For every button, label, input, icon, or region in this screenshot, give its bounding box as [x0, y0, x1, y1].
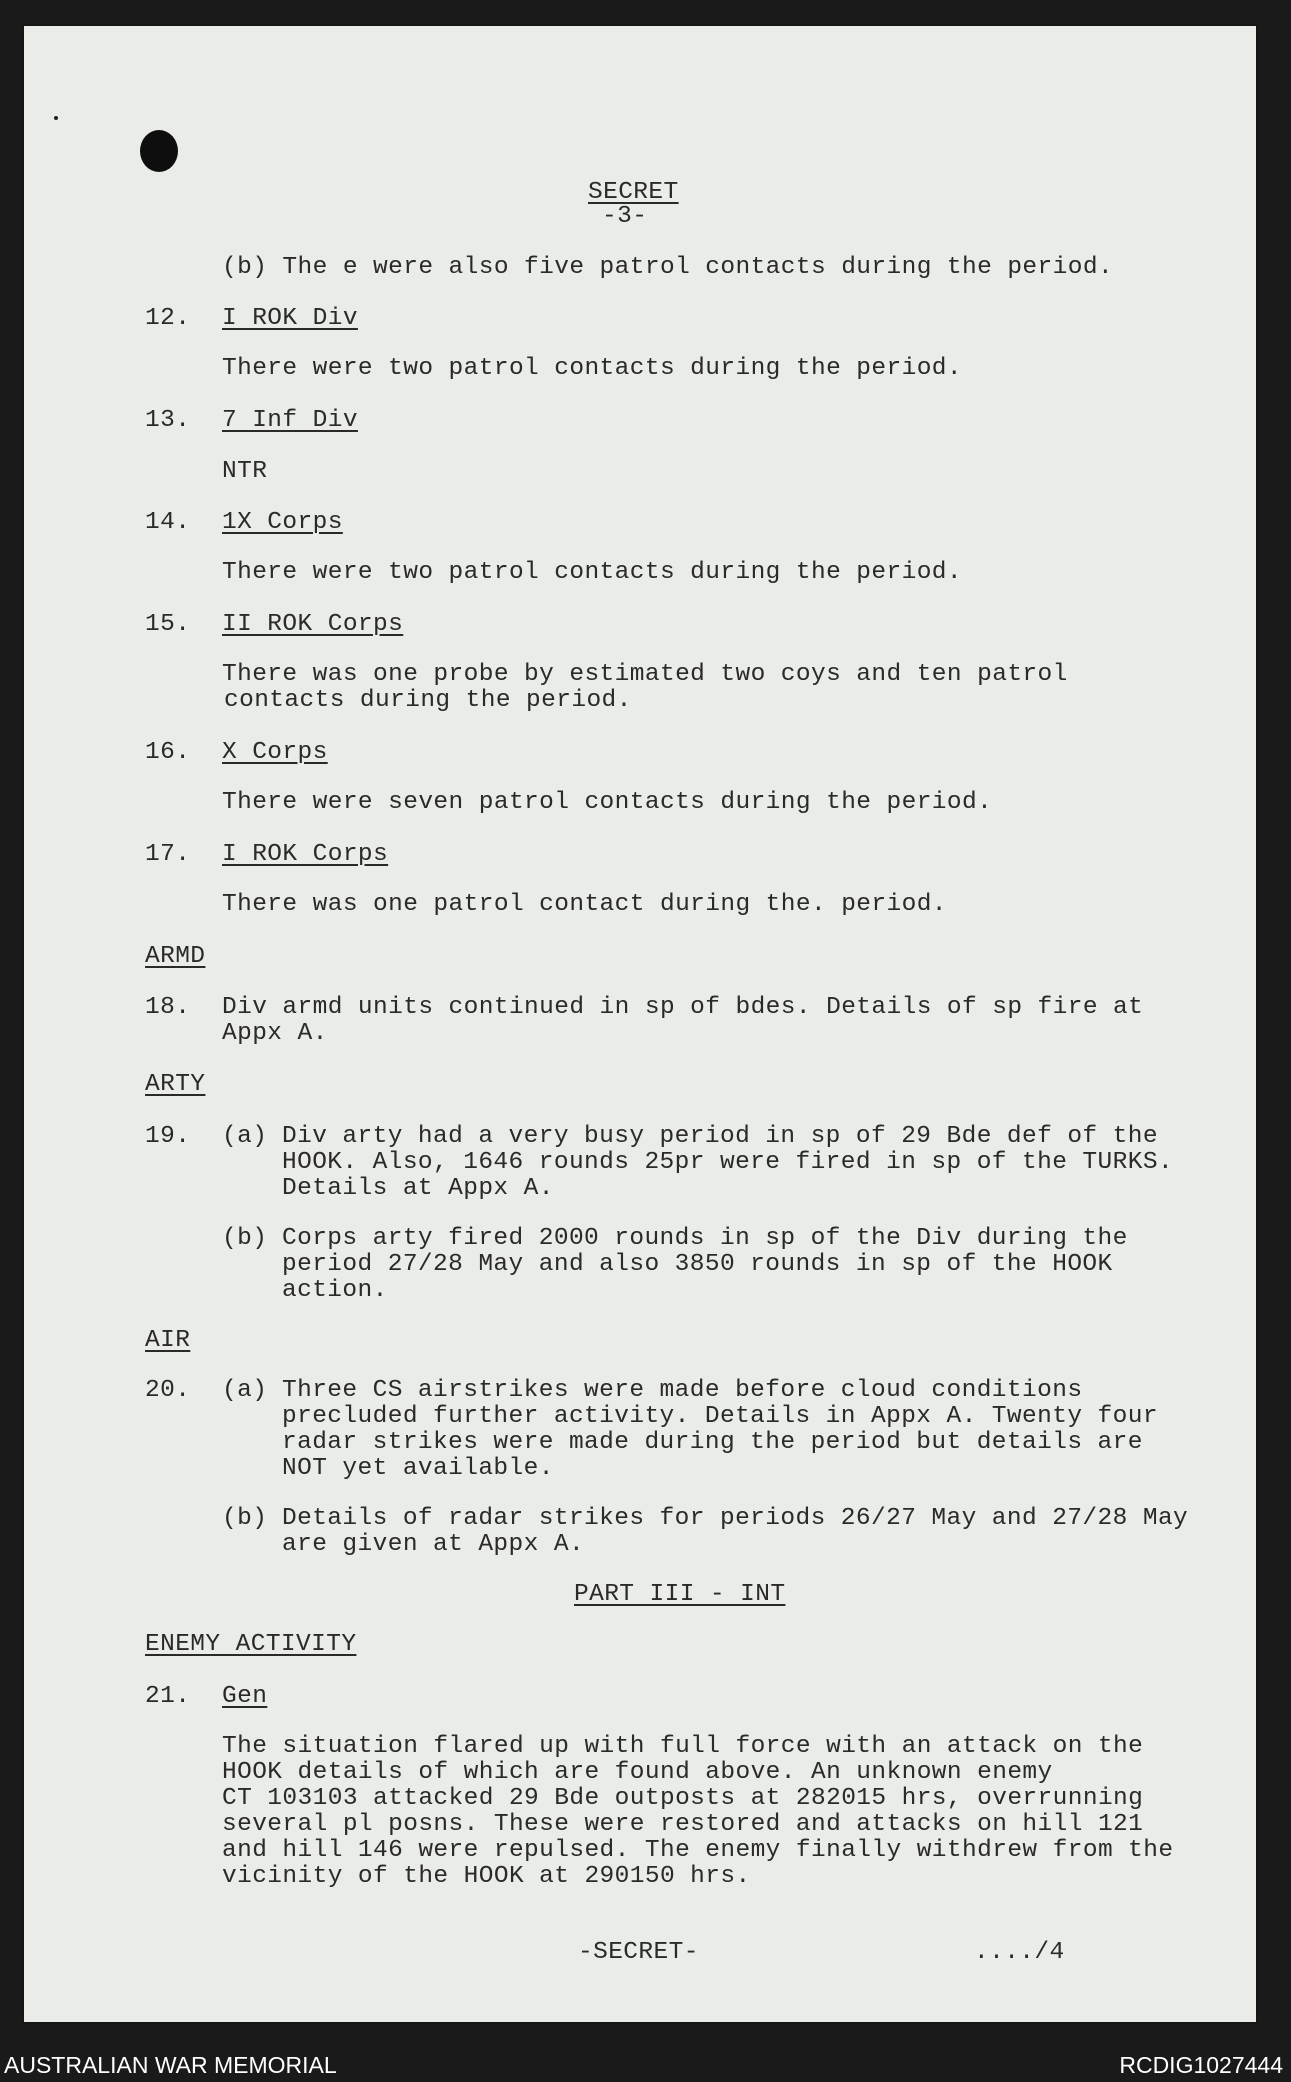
para-16-title: X Corps [222, 739, 328, 766]
archive-credit: AUSTRALIAN WAR MEMORIAL [4, 2052, 337, 2078]
page-number: -3- [602, 203, 648, 230]
para-19a-line-2: HOOK. Also, 1646 rounds 25pr were fired in sp of the TURKS. [282, 1149, 1174, 1176]
para-14-text: There were two patrol contacts during the period. [222, 559, 963, 586]
para-19b-line-2: period 27/28 May and also 3850 rounds in sp of the HOOK [282, 1251, 1113, 1278]
para-17-title: I ROK Corps [222, 841, 389, 868]
para-21-number: 21. [145, 1683, 191, 1710]
archive-id: RCDIG1027444 [1119, 2052, 1283, 2078]
para-19b-line-1: Corps arty fired 2000 rounds in sp of the Div during the [282, 1225, 1128, 1252]
para-13-title: 7 Inf Div [222, 407, 358, 434]
para-21-title: Gen [222, 1683, 268, 1710]
document-page [24, 26, 1256, 2022]
para-20a-line-3: radar strikes were made during the period but details are [282, 1429, 1143, 1456]
continuation-marker: ..../4 [974, 1939, 1065, 1966]
para-12-number: 12. [145, 305, 191, 332]
para-15-title: II ROK Corps [222, 611, 404, 638]
para-13-text: NTR [222, 458, 268, 485]
para-20-number: 20. [145, 1377, 191, 1404]
para-20a-line-4: NOT yet available. [282, 1455, 554, 1482]
heading-arty: ARTY [145, 1071, 206, 1098]
para-19a-line-1: Div arty had a very busy period in sp of 29 Bde def of the [282, 1123, 1158, 1150]
para-14-number: 14. [145, 509, 191, 536]
para-21-line-5: and hill 146 were repulsed. The enemy finally withdrew from the [222, 1837, 1174, 1864]
para-19b-line-3: action. [282, 1277, 388, 1304]
para-19-number: 19. [145, 1123, 191, 1150]
para-15-line-1: There was one probe by estimated two coys and ten patrol [222, 661, 1068, 688]
header-classification: SECRET [588, 179, 679, 206]
para-20b-label: (b) [222, 1505, 268, 1532]
heading-air: AIR [145, 1327, 191, 1354]
para-11b: (b) The e were also five patrol contacts during the period. [222, 254, 1114, 281]
para-21-line-2: HOOK details of which are found above. An unknown enemy [222, 1759, 1053, 1786]
heading-enemy-activity: ENEMY ACTIVITY [145, 1631, 357, 1658]
para-21-line-4: several pl posns. These were restored and attacks on hill 121 [222, 1811, 1144, 1838]
footer-classification: -SECRET- [578, 1939, 699, 1966]
ink-speck [54, 116, 58, 120]
para-12-title: I ROK Div [222, 305, 358, 332]
punch-hole [140, 130, 178, 172]
para-18-line-2: Appx A. [222, 1020, 328, 1047]
para-14-title: 1X Corps [222, 509, 343, 536]
para-21-line-6: vicinity of the HOOK at 290150 hrs. [222, 1863, 751, 1890]
heading-armd: ARMD [145, 943, 206, 970]
para-21-line-3: CT 103103 attacked 29 Bde outposts at 282015 hrs, overrunning [222, 1785, 1144, 1812]
para-16-text: There were seven patrol contacts during the period. [222, 789, 993, 816]
para-19a-line-3: Details at Appx A. [282, 1175, 554, 1202]
para-20a-label: (a) [222, 1377, 268, 1404]
para-20a-line-1: Three CS airstrikes were made before cloud conditions [282, 1377, 1083, 1404]
para-13-number: 13. [145, 407, 191, 434]
para-12-text: There were two patrol contacts during the period. [222, 355, 963, 382]
para-19b-label: (b) [222, 1225, 268, 1252]
para-15-number: 15. [145, 611, 191, 638]
para-19a-label: (a) [222, 1123, 268, 1150]
para-16-number: 16. [145, 739, 191, 766]
para-21-line-1: The situation flared up with full force with an attack on the [222, 1733, 1144, 1760]
para-15-line-2: contacts during the period. [224, 687, 632, 714]
part-3-heading: PART III - INT [574, 1581, 786, 1608]
para-18-line-1: Div armd units continued in sp of bdes. Details of sp fire at [222, 994, 1144, 1021]
para-17-text: There was one patrol contact during the. period. [222, 891, 947, 918]
para-20b-line-2: are given at Appx A. [282, 1531, 585, 1558]
para-18-number: 18. [145, 994, 191, 1021]
para-17-number: 17. [145, 841, 191, 868]
para-20b-line-1: Details of radar strikes for periods 26/27 May and 27/28 May [282, 1505, 1189, 1532]
para-20a-line-2: precluded further activity. Details in Appx A. Twenty four [282, 1403, 1158, 1430]
